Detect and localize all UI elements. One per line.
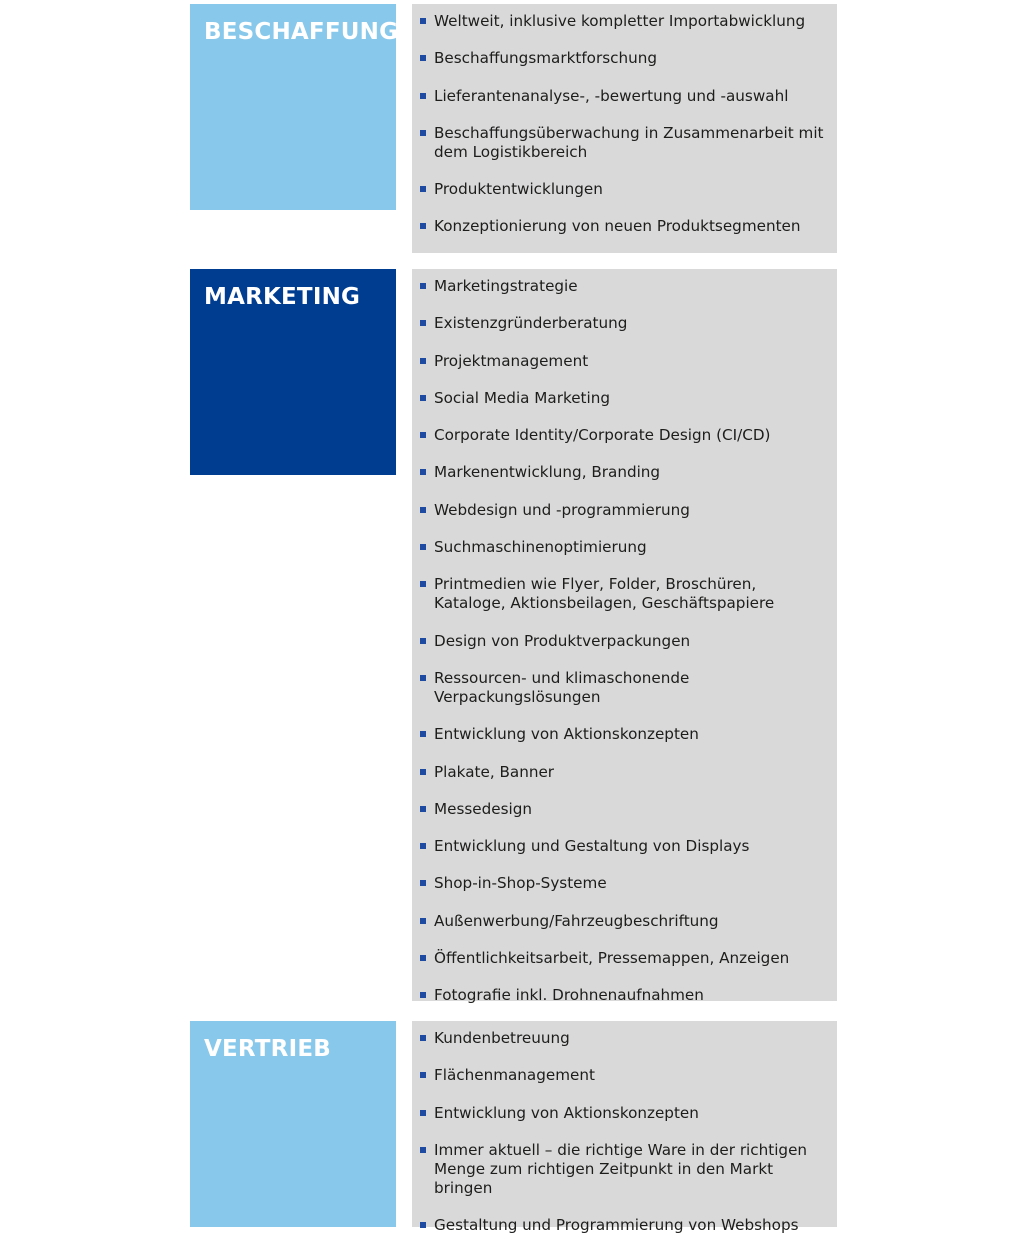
- service-list: [412, 277, 829, 1005]
- square-bullet-icon: [420, 955, 426, 961]
- list-item: [412, 575, 829, 613]
- list-item-text: Beschaffungsmarktforschung: [434, 49, 657, 68]
- square-bullet-icon: [420, 55, 426, 61]
- list-item: [412, 1141, 829, 1198]
- list-item-text: Gestaltung und Programmierung von Webshops: [434, 1216, 799, 1235]
- list-item-text: Entwicklung und Gestaltung von Displays: [434, 837, 750, 856]
- list-item-text: Marketingstrategie: [434, 277, 578, 295]
- list-item: [412, 1066, 829, 1085]
- square-bullet-icon: [420, 806, 426, 812]
- section-label-box: [190, 1021, 396, 1227]
- section-label-box: [190, 4, 399, 210]
- list-item: [412, 463, 829, 482]
- square-bullet-icon: [420, 186, 426, 192]
- square-bullet-icon: [420, 843, 426, 849]
- list-item: [412, 501, 829, 520]
- list-item: [412, 669, 829, 707]
- list-item-text: Messedesign: [434, 799, 532, 818]
- list-item-text: Projektmanagement: [434, 351, 589, 370]
- list-item: [412, 426, 829, 445]
- list-item-text: Konzeptionierung von neuen Produktsegmenten: [434, 217, 801, 236]
- list-item-text: Social Media Marketing: [434, 388, 610, 407]
- list-item: [412, 277, 829, 296]
- list-item-text: Produktentwicklungen: [434, 180, 603, 199]
- list-item: [412, 949, 829, 968]
- square-bullet-icon: [420, 918, 426, 924]
- list-item-text: Flächenmanagement: [434, 1066, 595, 1085]
- list-item: [412, 12, 829, 31]
- section-title: BESCHAFFUNG: [204, 19, 399, 45]
- list-item: [412, 837, 829, 856]
- service-list: [412, 12, 829, 236]
- section-label-box: [190, 269, 396, 475]
- list-item: [412, 986, 829, 1005]
- list-item-text: Lieferantenanalyse-, -bewertung und -auswahl: [434, 86, 789, 105]
- list-item: [412, 632, 829, 651]
- list-item-text: Ressourcen- und klimaschonende Verpackungslösungen: [434, 668, 690, 706]
- list-item: [412, 352, 829, 371]
- list-item: [412, 1104, 829, 1123]
- list-item-text: Plakate, Banner: [434, 762, 555, 781]
- square-bullet-icon: [420, 469, 426, 475]
- list-item-text: Entwicklung von Aktionskonzepten: [434, 725, 699, 744]
- square-bullet-icon: [420, 130, 426, 136]
- section-list-panel: [412, 269, 837, 1005]
- list-item-text: Kundenbetreuung: [434, 1029, 570, 1047]
- square-bullet-icon: [420, 581, 426, 587]
- square-bullet-icon: [420, 544, 426, 550]
- list-item: [412, 874, 829, 893]
- square-bullet-icon: [420, 1222, 426, 1228]
- list-item-text: Design von Produktverpackungen: [434, 631, 691, 650]
- square-bullet-icon: [420, 395, 426, 401]
- square-bullet-icon: [420, 507, 426, 513]
- square-bullet-icon: [420, 1110, 426, 1116]
- list-item-text: Suchmaschinenoptimierung: [434, 538, 647, 557]
- list-item-text: Weltweit, inklusive kompletter Importabwicklung: [434, 12, 806, 30]
- list-item: [412, 389, 829, 408]
- list-item-text: Öffentlichkeitsarbeit, Pressemappen, Anzeigen: [434, 949, 790, 968]
- list-item-text: Printmedien wie Flyer, Folder, Broschüren, Kataloge, Aktionsbeilagen, Geschäftspapiere: [434, 575, 775, 613]
- list-item-text: Markenentwicklung, Branding: [434, 463, 661, 482]
- square-bullet-icon: [420, 731, 426, 737]
- square-bullet-icon: [420, 18, 426, 24]
- square-bullet-icon: [420, 320, 426, 326]
- square-bullet-icon: [420, 880, 426, 886]
- list-item-text: Beschaffungsüberwachung in Zusammenarbeit mit dem Logistikbereich: [434, 123, 824, 161]
- square-bullet-icon: [420, 992, 426, 998]
- list-item: [412, 725, 829, 744]
- list-item: [412, 912, 829, 931]
- section-title: MARKETING: [204, 284, 361, 310]
- list-item: [412, 124, 829, 162]
- list-item: [412, 763, 829, 782]
- list-item: [412, 538, 829, 557]
- list-item: [412, 49, 829, 68]
- list-item: [412, 1216, 829, 1235]
- square-bullet-icon: [420, 769, 426, 775]
- list-item: [412, 180, 829, 199]
- square-bullet-icon: [420, 93, 426, 99]
- square-bullet-icon: [420, 358, 426, 364]
- square-bullet-icon: [420, 283, 426, 289]
- list-item-text: Existenzgründerberatung: [434, 314, 628, 333]
- list-item: [412, 800, 829, 819]
- square-bullet-icon: [420, 1035, 426, 1041]
- list-item-text: Webdesign und -programmierung: [434, 500, 690, 519]
- list-item-text: Entwicklung von Aktionskonzepten: [434, 1103, 699, 1122]
- list-item: [412, 1029, 829, 1048]
- list-item-text: Immer aktuell – die richtige Ware in der richtigen Menge zum richtigen Zeitpunkt in den Markt bringen: [434, 1140, 808, 1197]
- section-list-panel: [412, 1021, 837, 1235]
- list-item-text: Fotografie inkl. Drohnenaufnahmen: [434, 986, 704, 1005]
- section-title: VERTRIEB: [204, 1036, 331, 1062]
- section-list-panel: [412, 4, 837, 253]
- list-item: [412, 87, 829, 106]
- square-bullet-icon: [420, 638, 426, 644]
- service-list: [412, 1029, 829, 1235]
- list-item: [412, 217, 829, 236]
- square-bullet-icon: [420, 675, 426, 681]
- square-bullet-icon: [420, 1147, 426, 1153]
- square-bullet-icon: [420, 432, 426, 438]
- list-item-text: Corporate Identity/Corporate Design (CI/CD): [434, 426, 771, 445]
- list-item-text: Shop-in-Shop-Systeme: [434, 874, 607, 893]
- square-bullet-icon: [420, 223, 426, 229]
- list-item: [412, 314, 829, 333]
- list-item-text: Außenwerbung/Fahrzeugbeschriftung: [434, 911, 719, 930]
- square-bullet-icon: [420, 1072, 426, 1078]
